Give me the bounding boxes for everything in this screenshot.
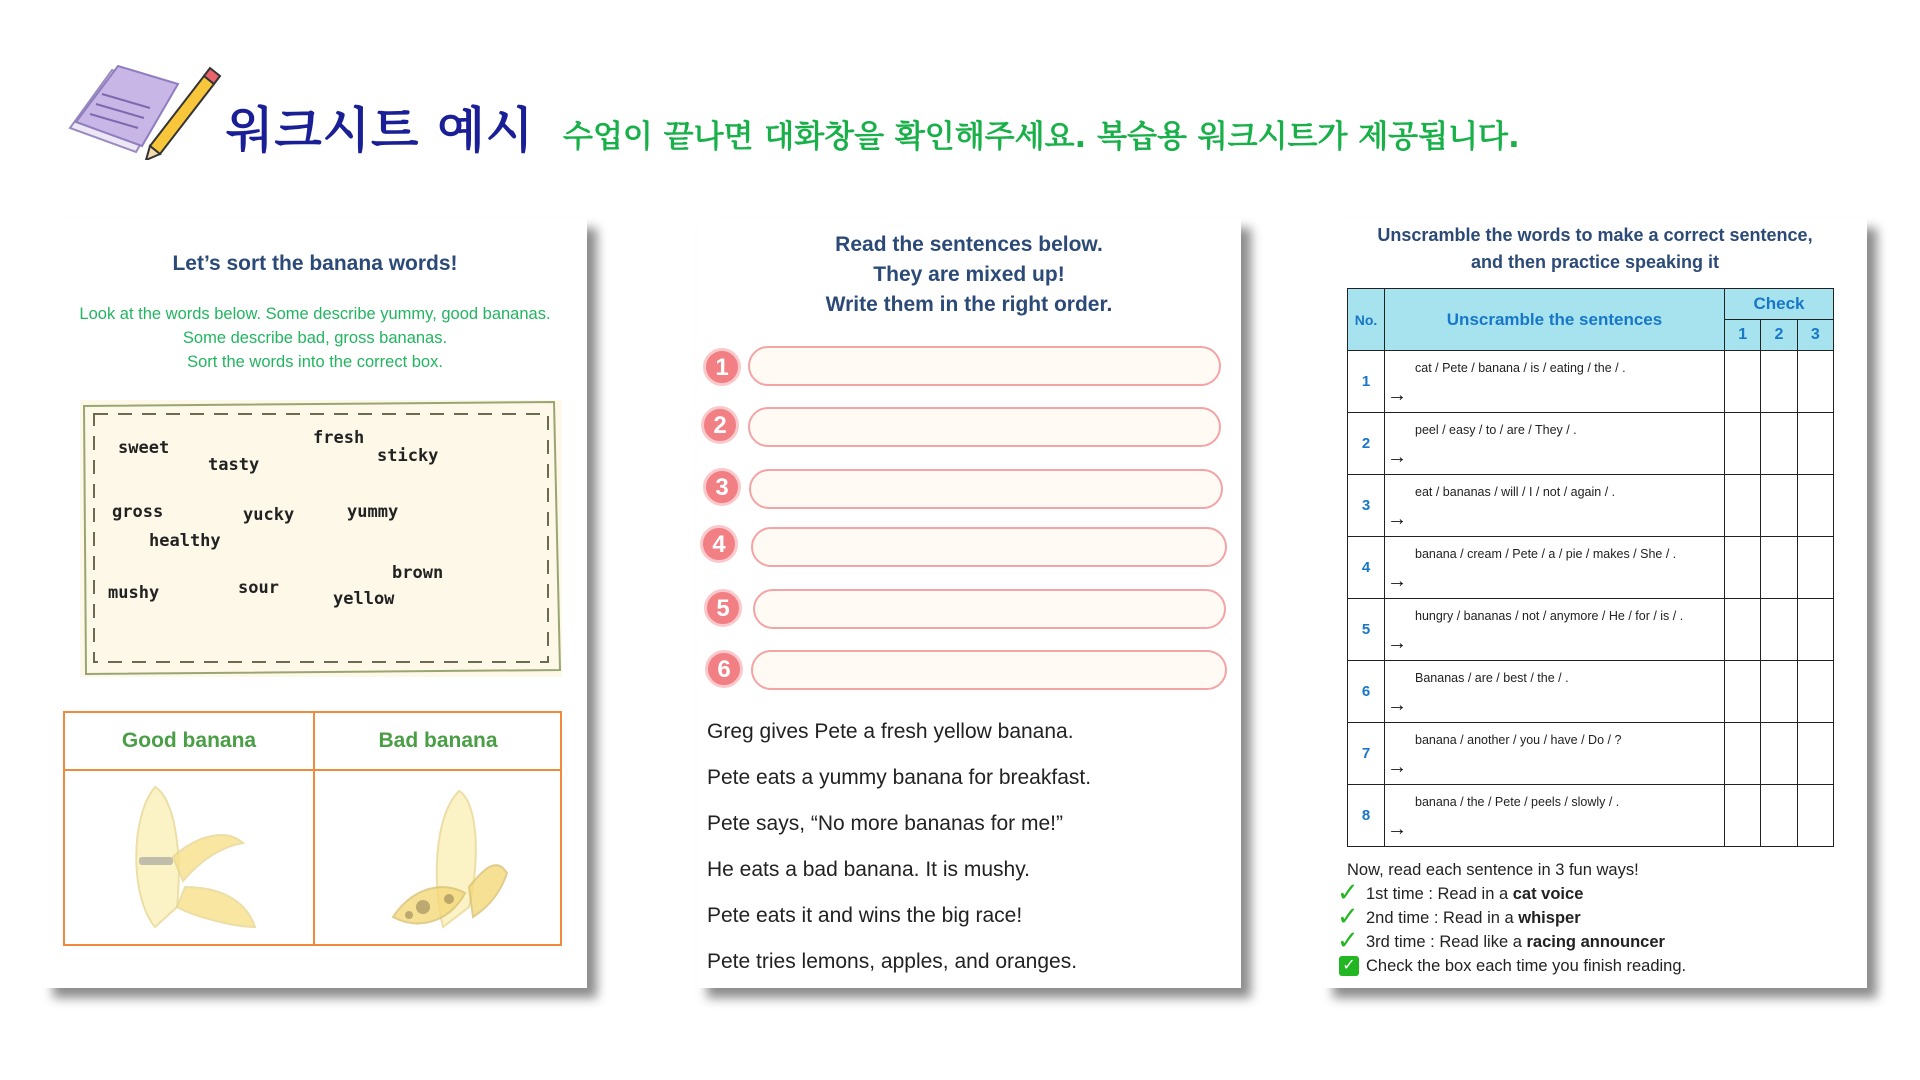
check-cell[interactable] (1761, 723, 1797, 785)
check-cell[interactable] (1797, 661, 1833, 723)
title-line: and then practice speaking it (1470, 252, 1720, 272)
word-bank (80, 400, 562, 677)
reading-step (1337, 901, 1686, 931)
number-circle: 5 (704, 589, 742, 627)
scrambled-words-cell (1385, 661, 1725, 723)
reading-step (1342, 954, 1687, 978)
row-number: 3 (1348, 475, 1385, 537)
scrambled-words-cell (1385, 413, 1725, 475)
check-cell[interactable] (1725, 785, 1761, 847)
title-line: Unscramble the words to make a correct sentence, (1377, 225, 1813, 245)
check-cell[interactable] (1725, 413, 1761, 475)
step-emphasis: racing announcer (1526, 933, 1665, 951)
step-text: Check the box each time you finish reading. (1366, 957, 1687, 975)
check-cell[interactable] (1797, 599, 1833, 661)
scrambled-words-cell (1385, 351, 1725, 413)
scrambled-words: banana / the / Pete / peels / slowly / . (1415, 795, 1620, 809)
scrambled-words: banana / another / you / have / Do / ? (1415, 733, 1622, 747)
arrow-icon: → (1387, 694, 1407, 716)
arrow-icon: → (1387, 570, 1407, 592)
word-chip: yellow (333, 589, 395, 609)
scrambled-words: cat / Pete / banana / is / eating / the / . (1415, 361, 1626, 375)
step-emphasis: cat voice (1512, 885, 1584, 903)
check-cell[interactable] (1761, 475, 1797, 537)
word-chip: yucky (243, 505, 295, 525)
step-text: 3rd time : Read like a (1366, 933, 1527, 951)
table-row (1348, 599, 1834, 661)
check-col-header: 1 (1725, 320, 1761, 351)
row-number: 8 (1348, 785, 1385, 847)
word-chip: tasty (208, 455, 260, 475)
row-number: 5 (1348, 599, 1385, 661)
row-number: 4 (1348, 537, 1385, 599)
word-chip: sticky (377, 446, 439, 466)
bad-banana-header: Bad banana (378, 729, 498, 752)
arrow-icon: → (1387, 818, 1407, 840)
scrambled-words: Bananas / are / best / the / . (1415, 671, 1569, 685)
number-circle: 6 (705, 650, 743, 688)
word-chip: yummy (347, 502, 399, 522)
check-cell[interactable] (1797, 785, 1833, 847)
worksheet1-title: Let’s sort the banana words! (172, 252, 458, 275)
reading-step (1337, 877, 1686, 907)
check-col-header: 3 (1797, 320, 1833, 351)
table-row (1348, 475, 1834, 537)
word-chip: sour (238, 578, 279, 598)
answer-field[interactable] (748, 346, 1221, 386)
check-cell[interactable] (1725, 537, 1761, 599)
check-cell[interactable] (1797, 413, 1833, 475)
scrambled-sentence: Pete says, “No more bananas for me!” (707, 812, 1063, 835)
check-cell[interactable] (1761, 537, 1797, 599)
worksheet-sentence-order (697, 218, 1241, 988)
check-cell[interactable] (1725, 599, 1761, 661)
scrambled-words-cell (1385, 785, 1725, 847)
row-number: 2 (1348, 413, 1385, 475)
check-cell[interactable] (1797, 351, 1833, 413)
sort-table (63, 711, 562, 946)
answer-field[interactable] (753, 589, 1226, 629)
check-cell[interactable] (1725, 475, 1761, 537)
scrambled-sentence: He eats a bad banana. It is mushy. (707, 858, 1030, 881)
answer-field[interactable] (748, 407, 1221, 447)
arrow-icon: → (1387, 632, 1407, 654)
instruction-line: Sort the words into the correct box. (187, 353, 443, 371)
table-row (1348, 351, 1834, 413)
check-cell[interactable] (1761, 599, 1797, 661)
arrow-icon: → (1387, 508, 1407, 530)
table-row (1348, 723, 1834, 785)
check-col-header: 2 (1761, 320, 1797, 351)
answer-field[interactable] (749, 469, 1223, 509)
table-row (1348, 785, 1834, 847)
scrambled-words-cell (1385, 537, 1725, 599)
worksheet-banana-sort (43, 218, 587, 988)
answer-field[interactable] (751, 650, 1227, 690)
page-title: 워크시트 예시 (226, 102, 535, 159)
check-cell[interactable] (1761, 785, 1797, 847)
scrambled-words-cell (1385, 599, 1725, 661)
reading-instructions (1337, 858, 1687, 978)
row-number: 1 (1348, 351, 1385, 413)
check-cell[interactable] (1725, 351, 1761, 413)
step-emphasis: whisper (1518, 909, 1581, 927)
scrambled-words: eat / bananas / will / I / not / again / . (1415, 485, 1616, 499)
worksheet3-title (1323, 222, 1867, 276)
check-cell[interactable] (1761, 661, 1797, 723)
good-banana-header: Good banana (121, 729, 257, 752)
bad-banana-illustration (373, 777, 513, 943)
step-text: 2nd time : Read in a (1366, 909, 1519, 927)
word-chip: healthy (149, 531, 221, 551)
title-line: Read the sentences below. (835, 233, 1103, 256)
instruction-line: Some describe bad, gross bananas. (182, 329, 448, 347)
worksheet2-title (697, 230, 1241, 320)
number-circle: 3 (703, 468, 741, 506)
check-cell[interactable] (1761, 413, 1797, 475)
checkmark-icon: ✓ (1337, 901, 1359, 931)
table-row (1348, 661, 1834, 723)
reading-intro: Now, read each sentence in 3 fun ways! (1347, 861, 1639, 879)
worksheet1-instructions (43, 302, 587, 374)
arrow-icon: → (1387, 384, 1407, 406)
scrambled-sentence: Pete tries lemons, apples, and oranges. (707, 950, 1078, 973)
row-number: 7 (1348, 723, 1385, 785)
title-line: Write them in the right order. (825, 293, 1113, 316)
worksheet-unscramble (1323, 218, 1867, 988)
checkbox-icon: ✓ (1339, 956, 1359, 976)
checkmark-icon: ✓ (1337, 877, 1359, 907)
word-chip: mushy (108, 583, 160, 603)
good-banana-illustration (125, 777, 265, 943)
row-number: 6 (1348, 661, 1385, 723)
scrambled-sentence: Greg gives Pete a fresh yellow banana. (707, 720, 1074, 743)
number-circle: 2 (701, 406, 739, 444)
scrambled-words-cell (1385, 723, 1725, 785)
word-chip: fresh (313, 428, 365, 448)
instruction-line: Look at the words below. Some describe yummy, good bananas. (79, 305, 551, 323)
scrambled-words: peel / easy / to / are / They / . (1415, 423, 1577, 437)
title-line: They are mixed up! (873, 263, 1065, 286)
check-cell[interactable] (1725, 723, 1761, 785)
table-row (1348, 413, 1834, 475)
word-chip: brown (392, 563, 444, 583)
check-cell[interactable] (1761, 351, 1797, 413)
arrow-icon: → (1387, 446, 1407, 468)
checkmark-icon: ✓ (1337, 925, 1359, 955)
step-text: 1st time : Read in a (1366, 885, 1513, 903)
arrow-icon: → (1387, 756, 1407, 778)
scrambled-sentence: Pete eats it and wins the big race! (707, 904, 1023, 927)
no-header: No. (1348, 289, 1385, 351)
scrambled-words-cell (1385, 475, 1725, 537)
unscramble-header: Unscramble the sentences (1385, 289, 1725, 351)
answer-field[interactable] (751, 527, 1227, 567)
check-header: Check (1725, 289, 1834, 320)
table-row (1348, 537, 1834, 599)
word-chip: sweet (118, 438, 170, 458)
reading-step (1337, 925, 1686, 955)
page-subtitle: 수업이 끝나면 대화창을 확인해주세요. 복습용 워크시트가 제공됩니다. (563, 119, 1520, 155)
check-cell[interactable] (1797, 537, 1833, 599)
number-circle: 4 (700, 525, 738, 563)
scrambled-sentence: Pete eats a yummy banana for breakfast. (707, 766, 1092, 789)
check-cell[interactable] (1725, 661, 1761, 723)
check-cell[interactable] (1797, 723, 1833, 785)
word-chip: gross (112, 502, 164, 522)
scrambled-words: hungry / bananas / not / anymore / He / for / is / . (1415, 609, 1684, 623)
unscramble-table (1347, 288, 1834, 847)
check-cell[interactable] (1797, 475, 1833, 537)
number-circle: 1 (703, 348, 741, 386)
scrambled-words: banana / cream / Pete / a / pie / makes / She / . (1415, 547, 1677, 561)
paper-and-pencil-icon (62, 60, 222, 160)
